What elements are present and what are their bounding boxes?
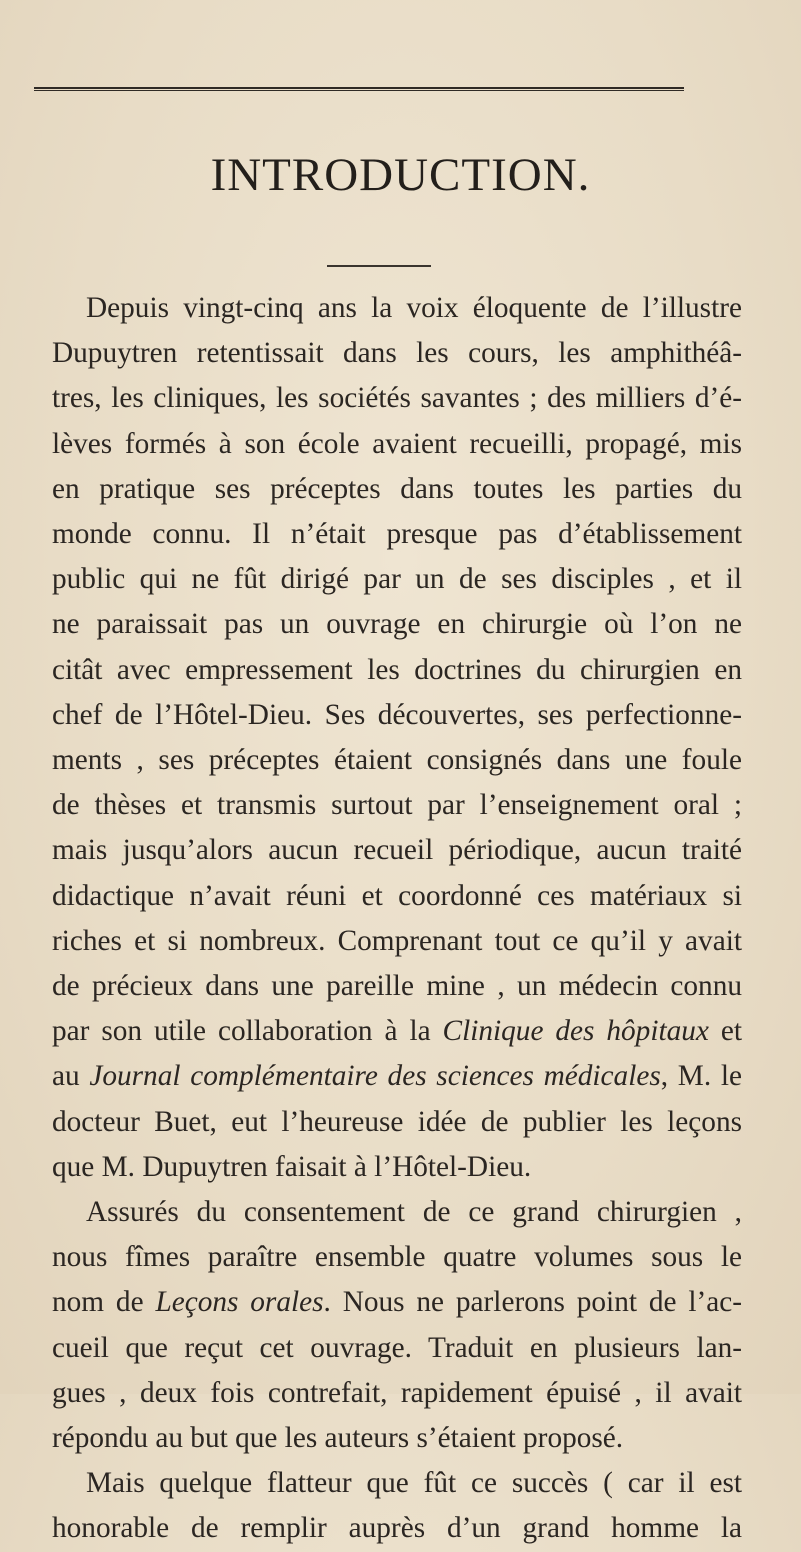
text-fragment: nom de <box>52 1286 156 1319</box>
text-line <box>52 1280 742 1325</box>
text-line: citât avec empressement les doctrines du chirurgien en <box>52 653 742 686</box>
title-separator-rule <box>327 265 431 267</box>
text-line: riches et si nombreux. Comprenant tout ce qu’il y avait <box>52 924 742 957</box>
chapter-title: INTRODUCTION. <box>210 149 591 201</box>
text-line <box>52 1009 742 1054</box>
italic-title-clinique: Clinique des hôpitaux <box>442 1015 709 1048</box>
text-line: lèves formés à son école avaient recueilli, propagé, mis <box>52 427 742 460</box>
text-line: en pratique ses préceptes dans toutes les parties du <box>52 472 742 505</box>
text-fragment: . Nous ne parlerons point de l’ac- <box>323 1286 742 1319</box>
text-line: monde connu. Il n’était presque pas d’établissement <box>52 518 742 551</box>
text-line: didactique n’avait réuni et coordonné ces matériaux si <box>52 879 742 912</box>
text-line: ments , ses préceptes étaient consignés dans une foule <box>52 744 742 777</box>
text-line: honorable de remplir auprès d’un grand homme la <box>52 1512 742 1545</box>
text-line: public qui ne fût dirigé par un de ses disciples , et il <box>52 563 742 596</box>
text-line: Dupuytren retentissait dans les cours, les amphithéâ- <box>52 337 742 370</box>
text-line: chef de l’Hôtel-Dieu. Ses découvertes, ses perfectionne- <box>52 698 742 731</box>
text-line: tres, les cliniques, les sociétés savantes ; des milliers d’é- <box>52 382 742 415</box>
text-fragment: au <box>52 1060 90 1093</box>
text-line: nous fîmes paraître ensemble quatre volumes sous le <box>52 1241 742 1274</box>
text-line <box>52 1054 742 1099</box>
italic-title-journal: Journal complémentaire des sciences médicales <box>89 1060 661 1093</box>
body-text <box>52 286 742 1552</box>
text-line: cueil que reçut cet ouvrage. Traduit en plusieurs lan- <box>52 1331 742 1364</box>
text-line: mais jusqu’alors aucun recueil périodique, aucun traité <box>52 834 742 867</box>
text-line: que M. Dupuytren faisait à l’Hôtel-Dieu. <box>52 1150 532 1183</box>
text-fragment: et <box>708 1015 743 1048</box>
italic-title-lecons: Leçons orales <box>155 1286 324 1319</box>
text-line: gues , deux fois contrefait, rapidement épuisé , il avait <box>52 1376 742 1409</box>
text-line: docteur Buet, eut l’heureuse idée de publier les leçons <box>52 1105 742 1138</box>
text-line: Mais quelque flatteur que fût ce succès ( car il est <box>86 1467 742 1500</box>
text-line: de thèses et transmis surtout par l’enseignement oral ; <box>52 789 742 822</box>
text-line: répondu au but que les auteurs s’étaient proposé. <box>52 1422 624 1455</box>
text-line: Assurés du consentement de ce grand chirurgien , <box>86 1196 742 1229</box>
text-fragment: par son utile collaboration à la <box>52 1015 443 1048</box>
text-line: de précieux dans une pareille mine , un médecin connu <box>52 970 742 1003</box>
text-line: ne paraissait pas un ouvrage en chirurgie où l’on ne <box>52 608 742 641</box>
text-fragment: , M. le <box>660 1060 742 1093</box>
header-double-rule <box>34 87 684 91</box>
text-line: Depuis vingt-cinq ans la voix éloquente de l’illustre <box>86 292 742 324</box>
